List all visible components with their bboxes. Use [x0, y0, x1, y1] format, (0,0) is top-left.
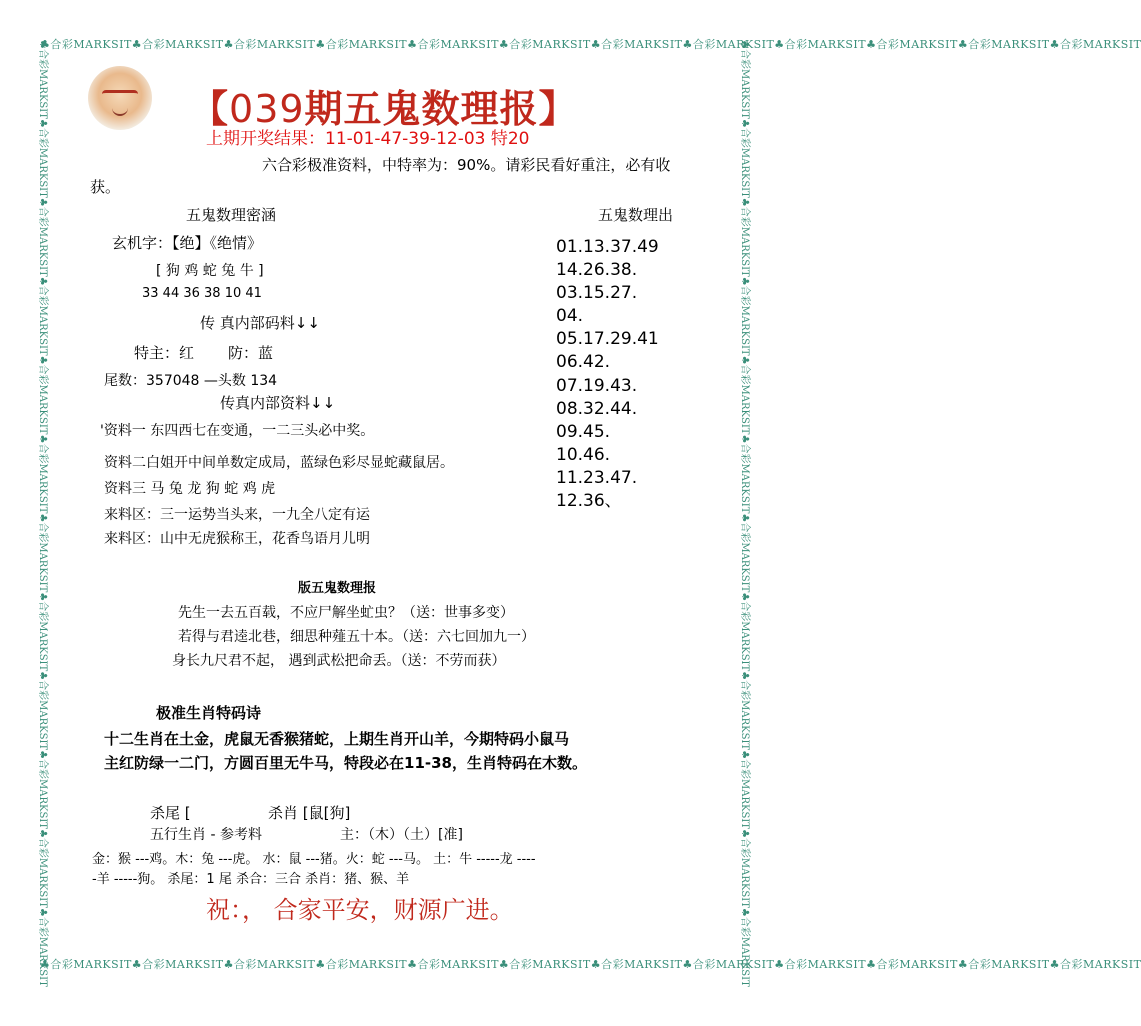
ziliao-2: 资料二白姐开中间单数定成局，蓝绿色彩尽显蛇藏鼠居。: [104, 455, 454, 471]
xuanji-line: 玄机字：【绝】《绝情》: [112, 234, 263, 252]
number-list: [556, 236, 659, 513]
poem-line-3: 身长九尺君不起， 遇到武松把命丢。（送：不劳而获）: [172, 653, 506, 669]
lailiao-2: 来料区：山中无虎猴称王，花香鸟语月儿明: [104, 531, 370, 547]
list-item: 07.19.43.: [556, 375, 638, 396]
poem-heading: 版五鬼数理报: [298, 581, 377, 596]
list-item: 05.17.29.41: [556, 329, 659, 350]
poem-line-2: 若得与君逵北巷，细思种薤五十本。（送：六七回加九一）: [178, 629, 535, 645]
fang: 防：蓝: [228, 344, 274, 362]
lailiao-1: 来料区：三一运势当头来，一九全八定有运: [104, 507, 370, 523]
zhu-line: 主：（木）（土）[准]: [340, 827, 463, 843]
glasses-icon: [102, 90, 138, 103]
blessing: 祝：， 合家平安，财源广进。: [206, 896, 514, 924]
sha-xiao: 杀肖 [鼠[狗]: [268, 804, 351, 822]
wuxing-ref: 五行生肖 - 参考料: [150, 827, 262, 843]
wuxing-line-a: 金：猴 ---鸡。木：兔 ---虎。 水：鼠 ---猪。火：蛇 ---马。 土：牛 -----龙 ----: [92, 852, 536, 867]
list-item: 03.15.27.: [556, 283, 638, 304]
page-title: 【039期五鬼数理报】: [190, 87, 578, 131]
frame-right-border: ♣合彩MARKSIT♣合彩MARKSIT♣合彩MARKSIT♣合彩MARKSIT♣合彩MARKSIT♣合彩MARKSIT♣合彩MARKSIT♣合彩MARKSIT♣合彩MARKSIT♣合彩MARKSIT♣合彩MARKSIT♣合彩MARKSIT: [739, 40, 750, 987]
zodiac-line: [ 狗 鸡 蛇 兔 牛 ]: [156, 263, 264, 279]
list-item: 11.23.47.: [556, 467, 638, 488]
weishu-line: 尾数：357048 —头数 134: [104, 373, 278, 389]
poem-line-1: 先生一去五百载，不应尸解坐虻虫？（送：世事多变）: [178, 605, 514, 621]
special-poem-line-1: 十二生肖在土金，虎鼠无香猴猪蛇，上期生肖开山羊，今期特码小鼠马: [104, 730, 570, 748]
list-item: 12.36、: [556, 491, 622, 512]
numbers-line: 33 44 36 38 10 41: [142, 286, 262, 301]
list-item: 06.42.: [556, 352, 611, 373]
list-item: 08.32.44.: [556, 398, 638, 419]
special-poem-heading: 极准生肖特码诗: [156, 704, 262, 722]
wuxing-line-b: -羊 -----狗。 杀尾：1 尾 杀合：三合 杀肖：猪、猴、羊: [92, 872, 410, 887]
ziliao-1: '资料一 东四西七在变通，一二三头必中奖。: [100, 423, 375, 439]
special-poem-line-2: 主红防绿一二门，方圆百里无牛马，特段必在11-38，生肖特码在木数。: [104, 754, 587, 772]
smile-icon: [112, 108, 128, 116]
last-result: 上期开奖结果：11-01-47-39-12-03 特20: [206, 129, 530, 149]
list-item: 04.: [556, 306, 584, 327]
right-heading: 五鬼数理出: [598, 206, 674, 224]
fax-heading-2: 传真内部资料↓↓: [220, 394, 336, 412]
list-item: 01.13.37.49: [556, 237, 659, 257]
list-item: 10.46.: [556, 444, 611, 465]
avatar: [88, 66, 152, 130]
intro-line-1: 六合彩极准资料，中特率为：90%。请彩民看好重注，必有收: [262, 156, 671, 174]
te-zhu: 特主：红: [134, 344, 195, 362]
frame-left-border: ♣合彩MARKSIT♣合彩MARKSIT♣合彩MARKSIT♣合彩MARKSIT♣合彩MARKSIT♣合彩MARKSIT♣合彩MARKSIT♣合彩MARKSIT♣合彩MARKSIT♣合彩MARKSIT♣合彩MARKSIT♣合彩MARKSIT: [37, 40, 48, 987]
frame-bottom-border: ♣合彩MARKSIT♣合彩MARKSIT♣合彩MARKSIT♣合彩MARKSIT♣合彩MARKSIT♣合彩MARKSIT♣合彩MARKSIT♣合彩MARKSIT♣合彩MARKSIT♣合彩MARKSIT♣合彩MARKSIT♣合彩MARKSIT: [40, 958, 1141, 971]
sha-wei: 杀尾 [: [150, 804, 191, 822]
intro-line-2: 获。: [90, 178, 121, 196]
frame-top-border: ♣合彩MARKSIT♣合彩MARKSIT♣合彩MARKSIT♣合彩MARKSIT♣合彩MARKSIT♣合彩MARKSIT♣合彩MARKSIT♣合彩MARKSIT♣合彩MARKSIT♣合彩MARKSIT♣合彩MARKSIT♣合彩MARKSIT: [40, 38, 1141, 51]
list-item: 14.26.38.: [556, 260, 638, 281]
fax-heading-1: 传 真内部码料↓↓: [200, 314, 320, 332]
left-heading: 五鬼数理密涵: [186, 206, 277, 224]
ziliao-3: 资料三 马 兔 龙 狗 蛇 鸡 虎: [104, 481, 276, 497]
list-item: 09.45.: [556, 421, 611, 442]
